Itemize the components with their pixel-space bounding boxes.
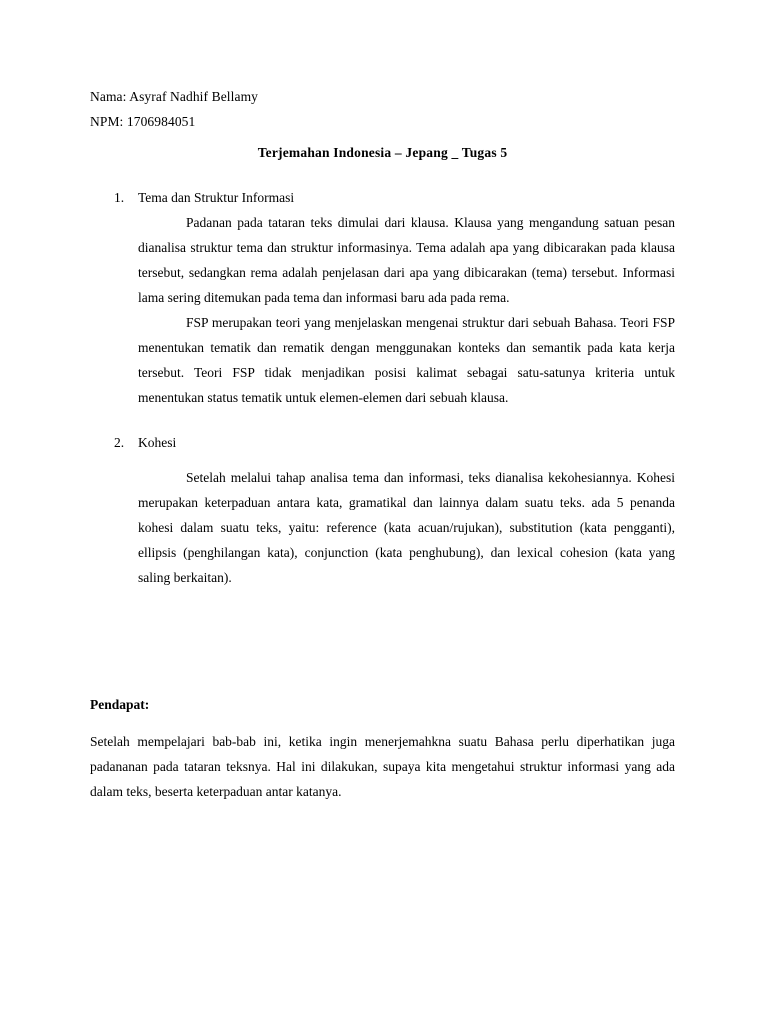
student-info-block [90,84,675,134]
student-npm-line: NPM: 1706984051 [90,114,196,129]
opinion-paragraph: Setelah mempelajari bab-bab ini, ketika ingin menerjemahkna suatu Bahasa perlu diperhatikan juga padananan pada tataran teksnya. Hal ini dilakukan, supaya kita mengetahui struktur informasi yang ada dalam teks, beserta keterpaduan antar katanya. [90,734,675,799]
document-title: Terjemahan Indonesia – Jepang _ Tugas 5 [257,145,508,160]
section-heading-label: Tema dan Struktur Informasi [138,190,295,205]
section-kohesi [90,430,675,590]
section-heading-label: Kohesi [138,435,177,450]
paragraph: Setelah melalui tahap analisa tema dan informasi, teks dianalisa kekohesiannya. Kohesi merupakan keterpaduan antara kata, gramatikal dan lainnya dalam suatu teks. ada 5 penanda kohesi dalam suatu teks, yaitu: reference (kata acuan/rujukan), substitution (kata pengganti), ellipsis (penghilangan kata), conjunction (kata penghubung), dan lexical cohesion (kata yang saling berkaitan). [138,470,675,585]
section-heading [90,430,675,455]
student-name-line: Nama: Asyraf Nadhif Bellamy [90,89,259,104]
section-heading [90,185,675,210]
numbered-sections-list [90,185,675,604]
opinion-block [90,692,675,804]
opinion-heading: Pendapat: [90,697,150,712]
section-tema-dan-struktur-informasi [90,185,675,410]
section-number: 2. [114,435,125,450]
paragraph: FSP merupakan teori yang menjelaskan mengenai struktur dari sebuah Bahasa. Teori FSP menentukan tematik dan rematik dengan menggunakan konteks dan semantik pada kata kerja tersebut. Teori FSP tidak menjadikan posisi kalimat sebagai satu-satunya kriteria untuk menentukan status tematik untuk elemen-elemen dari sebuah klausa. [138,315,675,405]
section-body [90,465,675,590]
section-body [90,210,675,410]
section-number: 1. [114,190,125,205]
paragraph: Padanan pada tataran teks dimulai dari klausa. Klausa yang mengandung satuan pesan dianalisa struktur tema dan struktur informasinya. Tema adalah apa yang dibicarakan pada klausa tersebut, sedangkan rema adalah penjelasan dari apa yang dibicarakan (tema) tersebut. Informasi lama sering ditemukan pada tema dan informasi baru ada pada rema. [138,215,675,305]
